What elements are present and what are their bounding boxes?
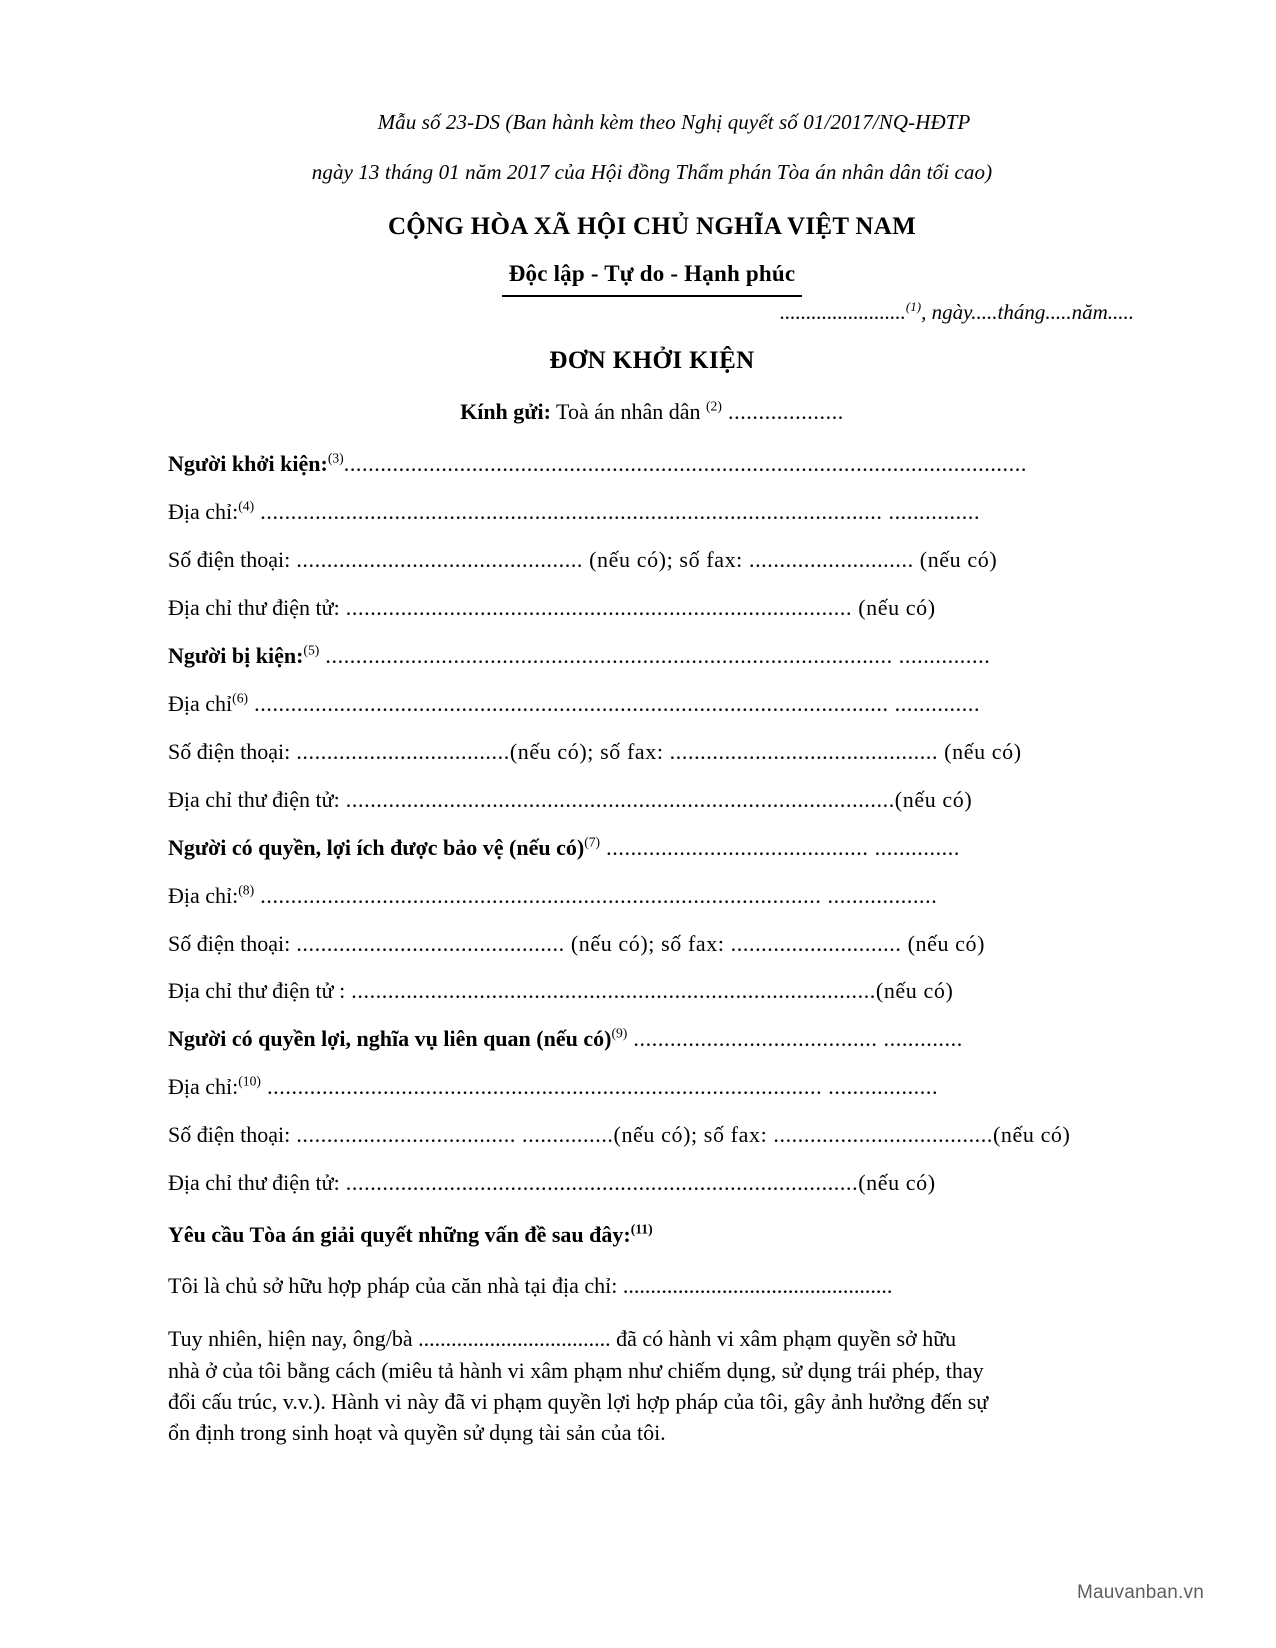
recipient-footnote-marker: (2)	[706, 398, 722, 414]
form-field-row	[168, 451, 1136, 477]
field-label: Số điện thoại:	[168, 930, 291, 956]
field-footnote-marker: (10)	[238, 1074, 261, 1090]
place-footnote-marker: (1)	[905, 299, 922, 314]
form-field-row	[168, 978, 1136, 1004]
form-reference-line-1: Mẫu số 23-DS (Ban hành kèm theo Nghị quyết số 01/2017/NQ-HĐTP	[377, 110, 971, 134]
national-title: CỘNG HÒA XÃ HỘI CHỦ NGHĨA VIỆT NAM	[387, 213, 917, 240]
paragraph-line: nhà ở của tôi bằng cách (miêu tả hành vi xâm phạm như chiếm dụng, sử dụng trái phép, thay	[168, 1357, 984, 1383]
field-fill-line[interactable]: ..........................................................................................(nếu có)	[339, 786, 973, 812]
form-field-row	[168, 883, 1136, 909]
field-fill-line[interactable]: ................................................................................... (nếu có)	[339, 594, 936, 620]
field-footnote-marker: (4)	[238, 498, 255, 514]
field-label: Người bị kiện:	[168, 642, 304, 668]
field-label: Người khởi kiện:	[168, 451, 328, 476]
request-heading	[168, 1222, 1136, 1248]
field-fill-line[interactable]: ...................................................................................................... ...............	[254, 498, 981, 524]
field-fill-line[interactable]: ....................................................................................(nếu có)	[339, 1170, 936, 1196]
field-label: Địa chỉ thư điện tử:	[168, 1170, 340, 1196]
field-label: Địa chỉ:	[168, 882, 239, 908]
form-field-list	[168, 451, 1136, 1196]
field-footnote-marker: (7)	[584, 834, 601, 850]
form-field-row	[168, 835, 1136, 861]
date-rest: , ngày.....tháng.....năm.....	[921, 300, 1134, 324]
field-label: Người có quyền lợi, nghĩa vụ liên quan (nếu có)	[168, 1026, 612, 1052]
recipient-line	[168, 399, 1136, 425]
form-field-row	[168, 1122, 1136, 1148]
form-field-row	[168, 1026, 1136, 1052]
field-fill-line[interactable]: ......................................................................................(nếu có)	[345, 978, 954, 1004]
field-label: Số điện thoại:	[168, 738, 291, 764]
field-fill-line[interactable]: ............................................................................................. ...............	[319, 642, 991, 668]
recipient-dots: ...................	[721, 399, 844, 424]
request-heading-text: Yêu cầu Tòa án giải quyết những vấn đề sau đây:	[168, 1222, 631, 1248]
recipient-body: Toà án nhân dân	[550, 399, 707, 424]
field-footnote-marker: (3)	[327, 450, 344, 466]
place-date-line	[168, 300, 1136, 325]
field-fill-line[interactable]: ............................................... (nếu có); số fax: ........................... (nếu có)	[290, 546, 998, 572]
form-field-row	[168, 1074, 1136, 1100]
field-label: Địa chỉ	[168, 690, 233, 716]
form-reference-line-2: ngày 13 tháng 01 năm 2017 của Hội đồng Thẩm phán Tòa án nhân dân tối cao)	[311, 160, 993, 184]
form-field-row	[168, 499, 1136, 525]
field-label: Người có quyền, lợi ích được bảo vệ (nếu có)	[168, 834, 585, 860]
field-fill-line[interactable]: ........................................ .............	[627, 1026, 963, 1052]
form-field-row	[168, 787, 1136, 813]
form-field-row	[168, 547, 1136, 573]
field-footnote-marker: (5)	[303, 642, 320, 658]
field-label: Địa chỉ thư điện tử:	[168, 594, 340, 620]
form-field-row	[168, 739, 1136, 765]
motto-divider	[502, 295, 802, 297]
field-label: Địa chỉ:	[168, 498, 239, 524]
field-footnote-marker: (6)	[232, 690, 249, 706]
field-label: Số điện thoại:	[168, 1122, 291, 1148]
document-content	[168, 112, 1136, 1448]
request-footnote-marker: (11)	[630, 1221, 653, 1237]
form-field-row	[168, 691, 1136, 717]
field-fill-line[interactable]: ................................................................................................................	[343, 451, 1027, 476]
form-field-row	[168, 1170, 1136, 1196]
site-watermark: Mauvanban.vn	[1076, 1582, 1204, 1603]
field-label: Địa chỉ:	[168, 1074, 239, 1100]
field-footnote-marker: (8)	[238, 882, 255, 898]
ownership-paragraph: Tôi là chủ sở hữu hợp pháp của căn nhà tại địa chỉ: .................................................	[168, 1273, 893, 1299]
paragraph-line: Tuy nhiên, hiện nay, ông/bà ................................... đã có hành vi xâm phạm quyền sở hữu	[168, 1326, 957, 1352]
field-fill-line[interactable]: ........................................... ..............	[600, 834, 960, 860]
paragraph-line: đổi cấu trúc, v.v.). Hành vi này đã vi phạm quyền lợi hợp pháp của tôi, gây ảnh hưởng đến sự	[168, 1388, 989, 1414]
national-motto: Độc lập - Tự do - Hạnh phúc	[508, 261, 796, 286]
form-field-row	[168, 643, 1136, 669]
field-footnote-marker: (9)	[611, 1026, 628, 1042]
field-fill-line[interactable]: ........................................................................................................ ..............	[248, 690, 981, 716]
violation-paragraph	[168, 1323, 1136, 1448]
form-field-row	[168, 931, 1136, 957]
document-title: ĐƠN KHỞI KIỆN	[549, 347, 755, 374]
form-reference-header	[168, 112, 1136, 183]
field-label: Số điện thoại:	[168, 546, 291, 572]
paragraph-line: ổn định trong sinh hoạt và quyền sử dụng tài sản của tôi.	[168, 1420, 666, 1446]
field-fill-line[interactable]: ............................................................................................ ..................	[254, 882, 938, 908]
place-dots: ........................	[779, 300, 906, 324]
field-label: Địa chỉ thư điện tử :	[168, 978, 346, 1004]
field-fill-line[interactable]: ...................................(nếu có); số fax: ............................................ (nếu có)	[290, 738, 1022, 764]
field-fill-line[interactable]: ............................................ (nếu có); số fax: ............................ (nếu có)	[290, 930, 986, 956]
form-field-row	[168, 595, 1136, 621]
field-label: Địa chỉ thư điện tử:	[168, 786, 340, 812]
field-fill-line[interactable]: ........................................................................................... ..................	[260, 1074, 939, 1100]
recipient-lead: Kính gửi:	[460, 399, 551, 424]
field-fill-line[interactable]: .................................... ...............(nếu có); số fax: ....................................(nếu có)	[290, 1122, 1071, 1148]
